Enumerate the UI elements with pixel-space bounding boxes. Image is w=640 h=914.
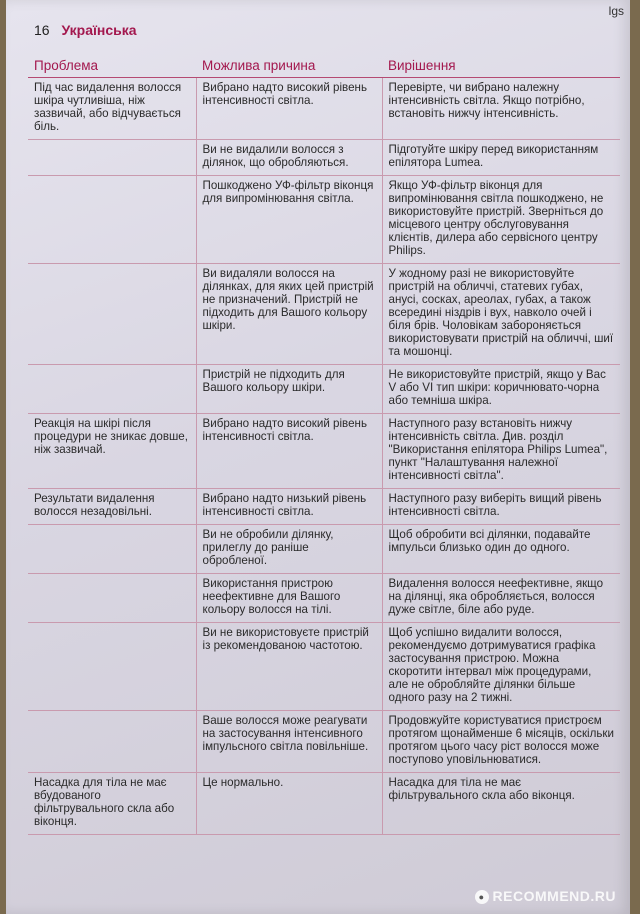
cell-solution: Перевірте, чи вибрано належну інтенсивність світла. Якщо потрібно, встановіть нижчу інтенсивність.: [382, 78, 620, 140]
cell-cause: Ви видаляли волосся на ділянках, для яких цей пристрій не призначений. Пристрій не підходить для Вашого кольору шкіри.: [196, 264, 382, 365]
cell-solution: Видалення волосся неефективне, якщо на ділянці, яка обробляється, волосся дуже світле, біле або руде.: [382, 574, 620, 623]
cell-solution: Підготуйте шкіру перед використанням епілятора Lumea.: [382, 140, 620, 176]
cell-problem: [28, 176, 196, 264]
cell-solution: Щоб успішно видалити волосся, рекомендуємо дотримуватися графіка застосування пристрою. Можна скоротити інтервал між процедурами, але не обробляйте ділянки більше одного разу на 2 тижні.: [382, 623, 620, 711]
page-number: 16: [34, 22, 50, 38]
cell-solution: Продовжуйте користуватися пристроєм протягом щонайменше 6 місяців, оскільки протягом цього часу ріст волосся може поступово уповільнюватися.: [382, 711, 620, 773]
cell-problem: Під час видалення волосся шкіра чутливіша, ніж зазвичай, або відчувається біль.: [28, 78, 196, 140]
cell-cause: Вибрано надто високий рівень інтенсивності світла.: [196, 78, 382, 140]
table-header-row: [28, 52, 620, 78]
table-row: [28, 711, 620, 773]
cell-cause: Ви не обробили ділянку, прилеглу до раніше обробленої.: [196, 525, 382, 574]
watermark: [475, 888, 616, 904]
table-row: [28, 176, 620, 264]
manual-page: [6, 0, 630, 914]
cell-cause: Вибрано надто високий рівень інтенсивності світла.: [196, 414, 382, 489]
cell-cause: Ви не видалили волосся з ділянок, що обробляються.: [196, 140, 382, 176]
cell-cause: Ваше волосся може реагувати на застосування інтенсивного імпульсного світла повільніше.: [196, 711, 382, 773]
table-row: [28, 623, 620, 711]
cell-problem: [28, 264, 196, 365]
table-row: [28, 489, 620, 525]
cell-problem: [28, 140, 196, 176]
cell-solution: У жодному разі не використовуйте пристрій на обличчі, статевих губах, анусі, сосках, ареолах, губах, а також всередині ніздрів і вух, навколо очей і біля брів. Чоловікам забороняється використовувати пристрій на обличчі, шиї та мошонці.: [382, 264, 620, 365]
column-header-solution: Вирішення: [382, 52, 620, 78]
cell-problem: Результати видалення волосся незадовільні.: [28, 489, 196, 525]
corner-mark: lgs: [608, 4, 624, 18]
table-row: [28, 365, 620, 414]
table-row: [28, 574, 620, 623]
cell-cause: Це нормально.: [196, 773, 382, 835]
cell-problem: Реакція на шкірі після процедури не зникає довше, ніж зазвичай.: [28, 414, 196, 489]
watermark-text: RECOMMEND.RU: [492, 888, 616, 904]
cell-solution: Наступного разу встановіть нижчу інтенсивність світла. Див. розділ "Використання епілятора Philips Lumea", пункт "Налаштування належної інтенсивності світла".: [382, 414, 620, 489]
table-row: [28, 414, 620, 489]
cell-cause: Вибрано надто низький рівень інтенсивності світла.: [196, 489, 382, 525]
cell-problem: [28, 711, 196, 773]
cell-cause: Пошкоджено УФ-фільтр віконця для випромінювання світла.: [196, 176, 382, 264]
cell-solution: Якщо УФ-фільтр віконця для випромінювання світла пошкоджено, не використовуйте пристрій. Зверніться до місцевого центру обслуговування клієнтів, дилера або сервісного центру Philips.: [382, 176, 620, 264]
recommend-logo-icon: ●: [475, 890, 489, 904]
cell-cause: Пристрій не підходить для Вашого кольору шкіри.: [196, 365, 382, 414]
table-row: [28, 264, 620, 365]
troubleshooting-table: [28, 52, 620, 835]
column-header-problem: Проблема: [28, 52, 196, 78]
cell-solution: Наступного разу виберіть вищий рівень інтенсивності світла.: [382, 489, 620, 525]
language-title: Українська: [61, 22, 137, 38]
cell-solution: Насадка для тіла не має фільтрувального скла або віконця.: [382, 773, 620, 835]
cell-problem: [28, 574, 196, 623]
page-header: [34, 22, 137, 38]
column-header-cause: Можлива причина: [196, 52, 382, 78]
table-row: [28, 773, 620, 835]
cell-solution: Не використовуйте пристрій, якщо у Вас V або VI тип шкіри: коричнювато-чорна або темніша шкіра.: [382, 365, 620, 414]
cell-cause: Використання пристрою неефективне для Вашого кольору волосся на тілі.: [196, 574, 382, 623]
cell-solution: Щоб обробити всі ділянки, подавайте імпульси близько один до одного.: [382, 525, 620, 574]
cell-problem: [28, 623, 196, 711]
cell-cause: Ви не використовуєте пристрій із рекомендованою частотою.: [196, 623, 382, 711]
table-row: [28, 140, 620, 176]
cell-problem: [28, 525, 196, 574]
cell-problem: Насадка для тіла не має вбудованого фільтрувального скла або віконця.: [28, 773, 196, 835]
cell-problem: [28, 365, 196, 414]
table-row: [28, 78, 620, 140]
table-row: [28, 525, 620, 574]
